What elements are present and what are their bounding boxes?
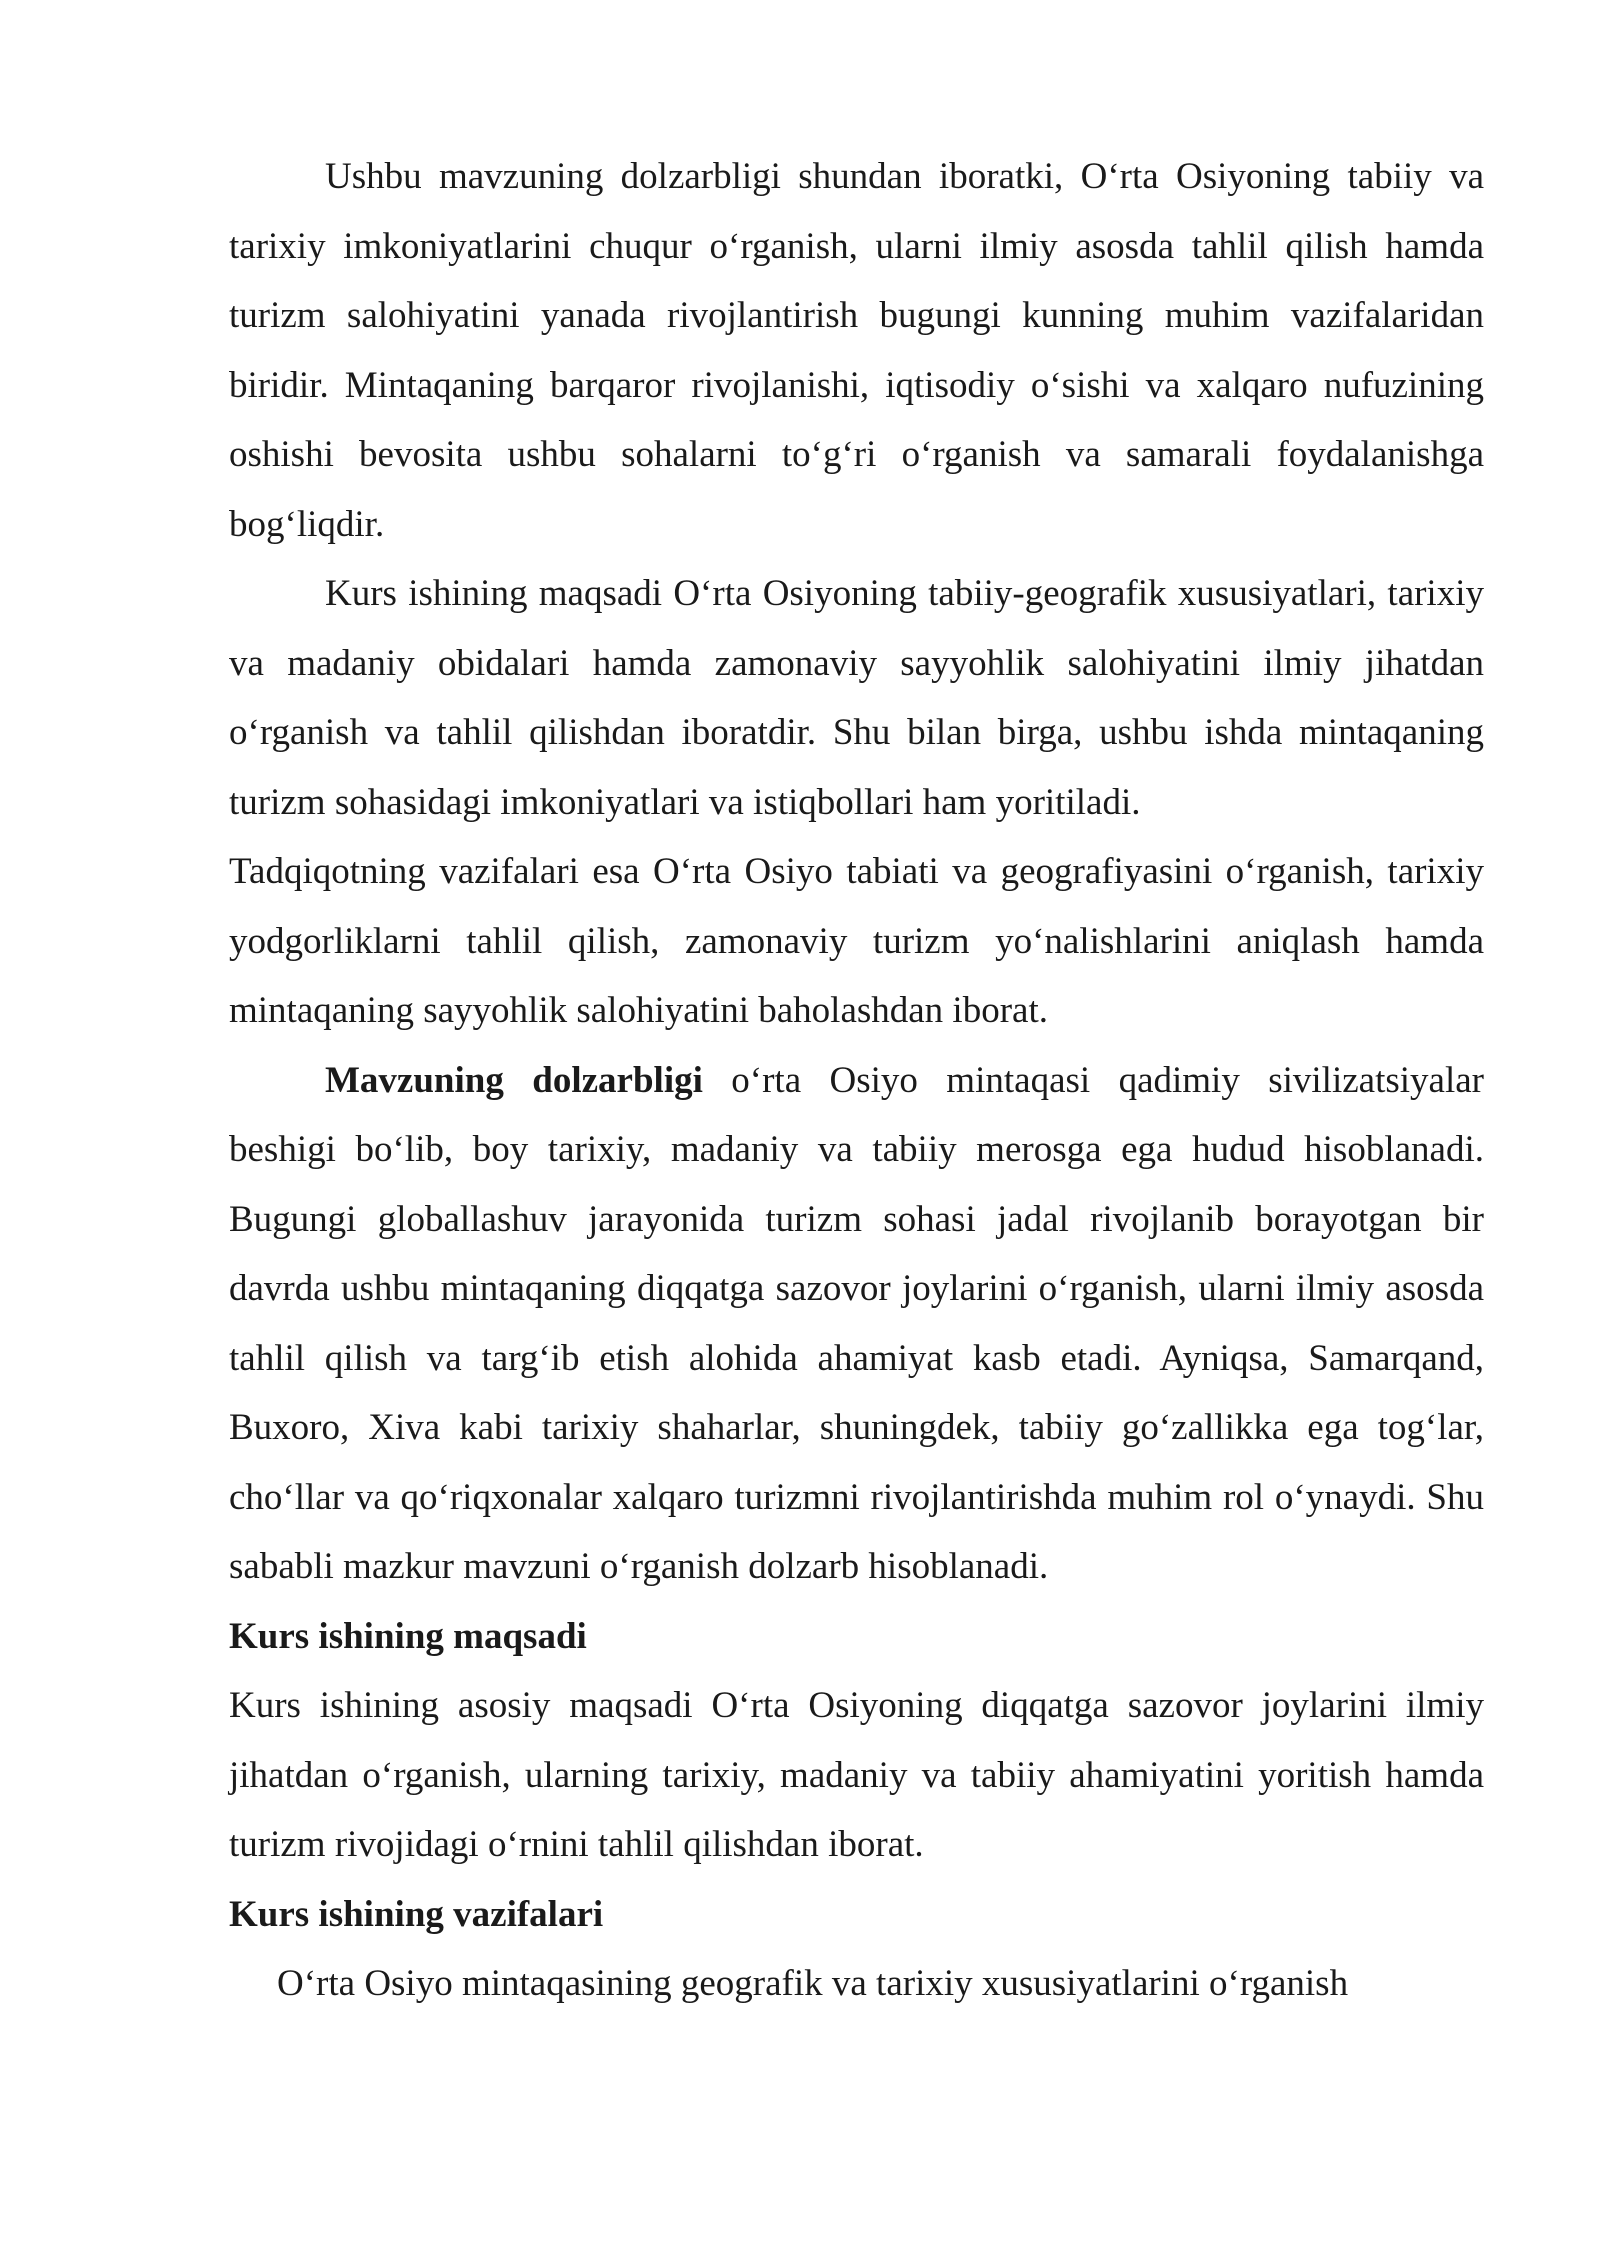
paragraph-course-goal-intro: Kurs ishining maqsadi O‘rta Osiyoning tabiiy-geografik xususiyatlari, tarixiy va madaniy obidalari hamda zamonaviy sayyohlik salohiyatini ilmiy jihatdan o‘rganish va tahlil qilishdan iboratdir. Shu bilan birga, ushbu ishda mintaqaning turizm sohasidagi imkoniyatlari va istiqbollari ham yoritiladi.: [229, 573, 1484, 823]
topic-relevance-label: Mavzuning dolzarbligi: [325, 1059, 703, 1101]
topic-relevance-text: o‘rta Osiyo mintaqasi qadimiy sivilizatsiyalar beshigi bo‘lib, boy tarixiy, madaniy va tabiiy merosga ega hudud hisoblanadi. Bugungi globallashuv jarayonida turizm sohasi jadal rivojlanib borayotgan bir davrda ushbu mintaqaning diqqatga sazovor joylarini o‘rganish, ularni ilmiy asosda tahlil qilish va targ‘ib etish alohida ahamiyat kasb etadi. Ayniqsa, Samarqand, Buxoro, Xiva kabi tarixiy shaharlar, shuningdek, tabiiy go‘zallikka ega tog‘lar, cho‘llar va qo‘riqxonalar xalqaro turizmni rivojlantirishda muhim rol o‘ynaydi. Shu sababli mazkur mavzuni o‘rganish dolzarb hisoblanadi.: [229, 1059, 1484, 1587]
document-body: [229, 142, 1484, 2019]
heading-course-goal: Kurs ishining maqsadi: [229, 1615, 587, 1657]
paragraph-topic-relevance: [229, 1046, 1484, 1602]
paragraph-course-goal: Kurs ishining asosiy maqsadi O‘rta Osiyoning diqqatga sazovor joylarini ilmiy jihatdan o‘rganish, ularning tarixiy, madaniy va tabiiy ahamiyatini yoritish hamda turizm rivojidagi o‘rnini tahlil qilishdan iborat.: [229, 1685, 1484, 1865]
paragraph-research-tasks-intro: Tadqiqotning vazifalari esa O‘rta Osiyo tabiati va geografiyasini o‘rganish, tarixiy yodgorliklarni tahlil qilish, zamonaviy turizm yo‘nalishlarini aniqlash hamda mintaqaning sayyohlik salohiyatini baholashdan iborat.: [229, 851, 1484, 1031]
paragraph-relevance-intro: Ushbu mavzuning dolzarbligi shundan iboratki, O‘rta Osiyoning tabiiy va tarixiy imkoniyatlarini chuqur o‘rganish, ularni ilmiy asosda tahlil qilish hamda turizm salohiyatini yanada rivojlantirish bugungi kunning muhim vazifalaridan biridir. Mintaqaning barqaror rivojlanishi, iqtisodiy o‘sishi va xalqaro nufuzining oshishi bevosita ushbu sohalarni to‘g‘ri o‘rganish va samarali foydalanishga bog‘liqdir.: [229, 156, 1484, 545]
heading-course-tasks: Kurs ishining vazifalari: [229, 1893, 604, 1935]
paragraph-course-task-1: O‘rta Osiyo mintaqasining geografik va tarixiy xususiyatlarini o‘rganish: [277, 1963, 1349, 2004]
